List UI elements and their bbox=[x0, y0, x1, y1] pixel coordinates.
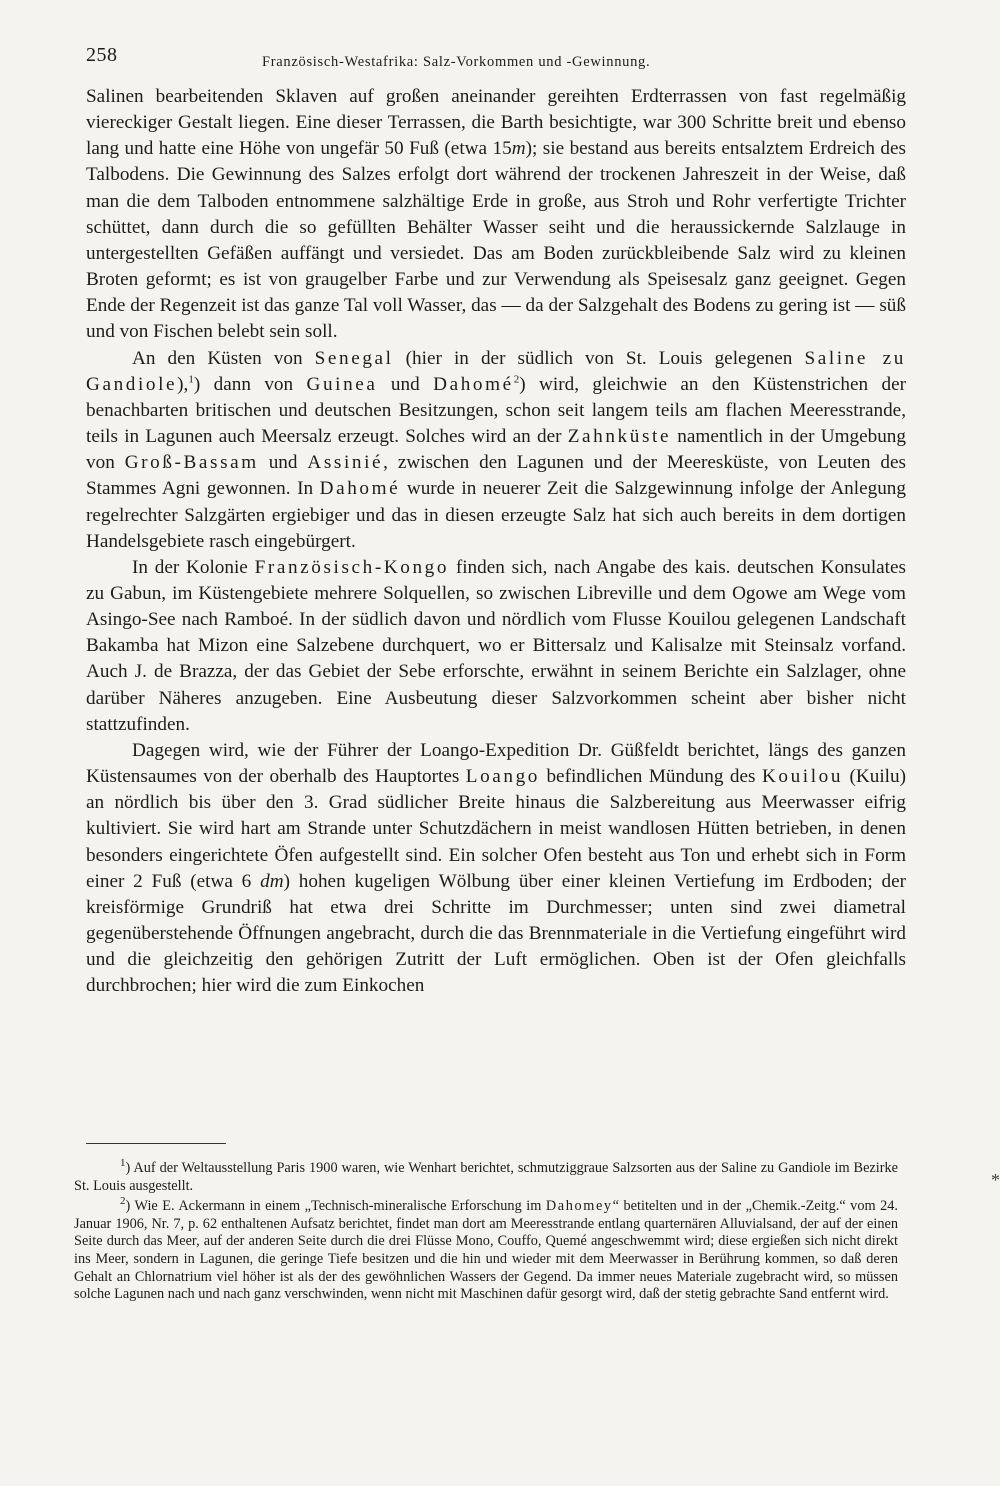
text-run: An den Küsten von bbox=[132, 347, 315, 369]
footnotes bbox=[74, 1157, 898, 1307]
footnote-ref-2: 2 bbox=[513, 373, 520, 386]
footnote-text: “ betitelten und in der „Chemik.-Zeitg.“ vom 24. Januar 1906, Nr. 7, p. 62 enthaltenen Aufsatz berichtet, findet man dort am Meeresstrande entlang quarternären Alluvialsand, der auf der einen Seite durch das Meer, auf der anderen Seite durch die drei Flüsse Mono, Couffo, Quemé angeschwemmt wird; diese ergießen sich nicht direkt ins Meer, sondern in Lagunen, die geringe Tiefe besitzen und die hin und wieder mit dem Meerwasser in Berührung kommen, so daß deren Gehalt an Chlornatrium viel höher ist als der des gewöhnlichen Wassers der Gegend. Da immer neues Materiale zugebracht wird, so müssen solche Lagunen nach und nach ganz verschwinden, wenn nicht mit Maschinen dafür gesorgt wird, daß der stetig gebrachte Sand entfernt wird. bbox=[74, 1198, 898, 1303]
footnote-mark-1: 1 bbox=[120, 1157, 126, 1170]
paragraph-1 bbox=[86, 84, 906, 346]
footnote-mark-2: 2 bbox=[120, 1195, 126, 1208]
text-run: und bbox=[377, 373, 434, 395]
main-text bbox=[86, 84, 906, 999]
text-run: finden sich, nach Angabe des kais. deutschen Konsulates zu Gabun, im Küstengebiete mehrere Solquellen, so zwischen Libreville und dem Ogowe am Wege vom Asingo-See nach Ramboé. In der südlich davon und nördlich vom Flusse Kouilou gelegenen Landschaft Bakamba hat Mizon eine Salzebene durchquert, wo er Bittersalz und Kalisalze mit Steinsalz vorfand. Auch J. de Brazza, der das Gebiet der Sebe erforschte, erwähnt in seinem Berichte ein Salzlager, ohne darüber Näheres anzugeben. Eine Ausbeutung dieser Salzvorkommen scheint aber bisher nicht stattzufinden. bbox=[86, 556, 906, 735]
text-run: , zwischen den Lagunen und der Meeresküste, von Leuten des Stammes Agni gewonnen. In bbox=[86, 452, 907, 500]
paragraph-2 bbox=[86, 346, 906, 555]
unit-meter: m bbox=[511, 138, 526, 160]
text-run: Salinen bearbeitenden Sklaven auf großen aneinander gereihten Erdterrassen von fast regelmäßig viereckiger Gestalt liegen. Eine dieser Terrassen, die Barth besichtigte, war 300 Schritte breit und ebenso lang und hatte eine Höhe von ungefär 50 Fuß (etwa 15 bbox=[86, 86, 906, 160]
footnote-text: ) Wie E. Ackermann in einem „Technisch-mineralische Erforschung im bbox=[125, 1198, 546, 1215]
text-run: Dagegen wird, wie der Führer der Loango-Expedition Dr. Güßfeldt berichtet, längs des ganzen Küstensaumes von der oberhalb des Hauptortes bbox=[86, 739, 906, 788]
place-assinie: Assinié bbox=[307, 452, 384, 474]
place-dahomey: Dahomey bbox=[545, 1198, 613, 1215]
footnote-2 bbox=[74, 1195, 898, 1304]
text-run: (hier in der südlich von St. Louis gelegenen bbox=[393, 347, 805, 369]
text-run: und bbox=[258, 452, 308, 474]
text-run: (Kuilu) an nördlich bis über den 3. Grad südlicher Breite hinaus die Salzbereitung aus Meerwasser eifrig kultiviert. Sie wird hart am Strande unter Schutzdächern in meist wandlosen Hütten betrieben, in denen besonders eingerichtete Öfen aufgestellt sind. Ein solcher Ofen besteht aus Ton und erhebt sich in Form einer 2 Fuß (etwa 6 bbox=[86, 766, 906, 892]
place-guinea: Guinea bbox=[306, 373, 378, 395]
text-run: namentlich in der Umgebung von bbox=[86, 426, 906, 474]
place-kouilou: Kouilou bbox=[761, 766, 844, 788]
footnote-1 bbox=[74, 1157, 898, 1195]
running-title: Französisch-Westafrika: Salz-Vorkommen und -Gewinnung. bbox=[262, 54, 651, 70]
text-run: In der Kolonie bbox=[132, 556, 255, 578]
text-run: ) dann von bbox=[193, 373, 307, 395]
place-dahome: Dahomé bbox=[319, 478, 401, 500]
place-loango: Loango bbox=[465, 766, 540, 788]
footnote-ref-1: 1 bbox=[188, 373, 194, 386]
place-dahome: Dahomé bbox=[433, 373, 514, 395]
footnote-separator bbox=[86, 1143, 226, 1144]
text-run: befindlichen Mündung des bbox=[540, 766, 762, 788]
paragraph-3 bbox=[86, 555, 906, 738]
paragraph-4 bbox=[86, 738, 906, 1000]
text-run: ) hohen kugeligen Wölbung über einer kleinen Vertiefung im Erdboden; der kreisförmige Grundriß hat etwa drei Schritte im Durchmesser; unten sind zwei diametral gegenüberstehende Öffnungen angebracht, durch die das Brennmateriale in die Vertiefung eingeführt wird und die gleichzeitig den gehörigen Zutritt der Luft ermöglichen. Oben ist der Ofen gleichfalls durchbrochen; hier wird die zum Einkochen bbox=[86, 870, 906, 997]
unit-decimeter: dm bbox=[260, 870, 284, 892]
place-franzoesisch-kongo: Französisch-Kongo bbox=[254, 556, 450, 578]
page-header bbox=[86, 44, 906, 74]
text-run: wurde in neuerer Zeit die Salzgewinnung infolge der Anlegung regelrechter Salzgärten ergiebiger und das in diesen erzeugte Salz hat sich auch bereits in dem dortigen Handelsgebiete rasch eingebürgert. bbox=[86, 478, 906, 552]
text-run: ); sie bestand aus bereits entsalztem Erdreich des Talbodens. Die Gewinnung des Salzes erfolgt dort während der trockenen Jahreszeit in der Weise, daß man die dem Talboden entnommene salzhältige Erde in große, aus Stroh und Rohr verfertigte Trichter schüttet, dann durch die so gefüllten Behälter Wasser seiht und die heraussickernde Salzlauge in untergestellten Gefäßen auffängt und versiedet. Das am Boden zurückbleibende Salz wird zu kleinen Broten geformt; es ist von graugelber Farbe und zur Verwendung als Speisesalz ganz geeignet. Gegen Ende der Regenzeit ist das ganze Tal voll Wasser, das — da der Salzgehalt des Bodens zu gering ist — süß und von Fischen belebt sein soll. bbox=[86, 138, 906, 343]
margin-mark: * bbox=[991, 1170, 1000, 1190]
text-run: ), bbox=[177, 373, 189, 395]
place-gross-bassam: Groß-Bassam bbox=[124, 452, 259, 474]
place-saline-gandiole: Saline zu Gandiole bbox=[86, 347, 906, 395]
page-number: 258 bbox=[86, 44, 118, 66]
text-run: ) wird, gleichwie an den Küstenstrichen der benachbarten britischen und deutschen Besitzungen, schon seit langem teils am flachen Meeresstrande, teils in Lagunen auch Meersalz erzeugt. Solches wird an der bbox=[86, 373, 907, 448]
place-senegal: Senegal bbox=[314, 347, 394, 369]
place-zahnkueste: Zahnküste bbox=[567, 426, 672, 448]
footnote-text: ) Auf der Weltausstellung Paris 1900 waren, wie Wenhart berichtet, schmutziggraue Salzsorten aus der Saline zu Gandiole im Bezirke St. Louis ausgestellt. bbox=[74, 1160, 898, 1194]
